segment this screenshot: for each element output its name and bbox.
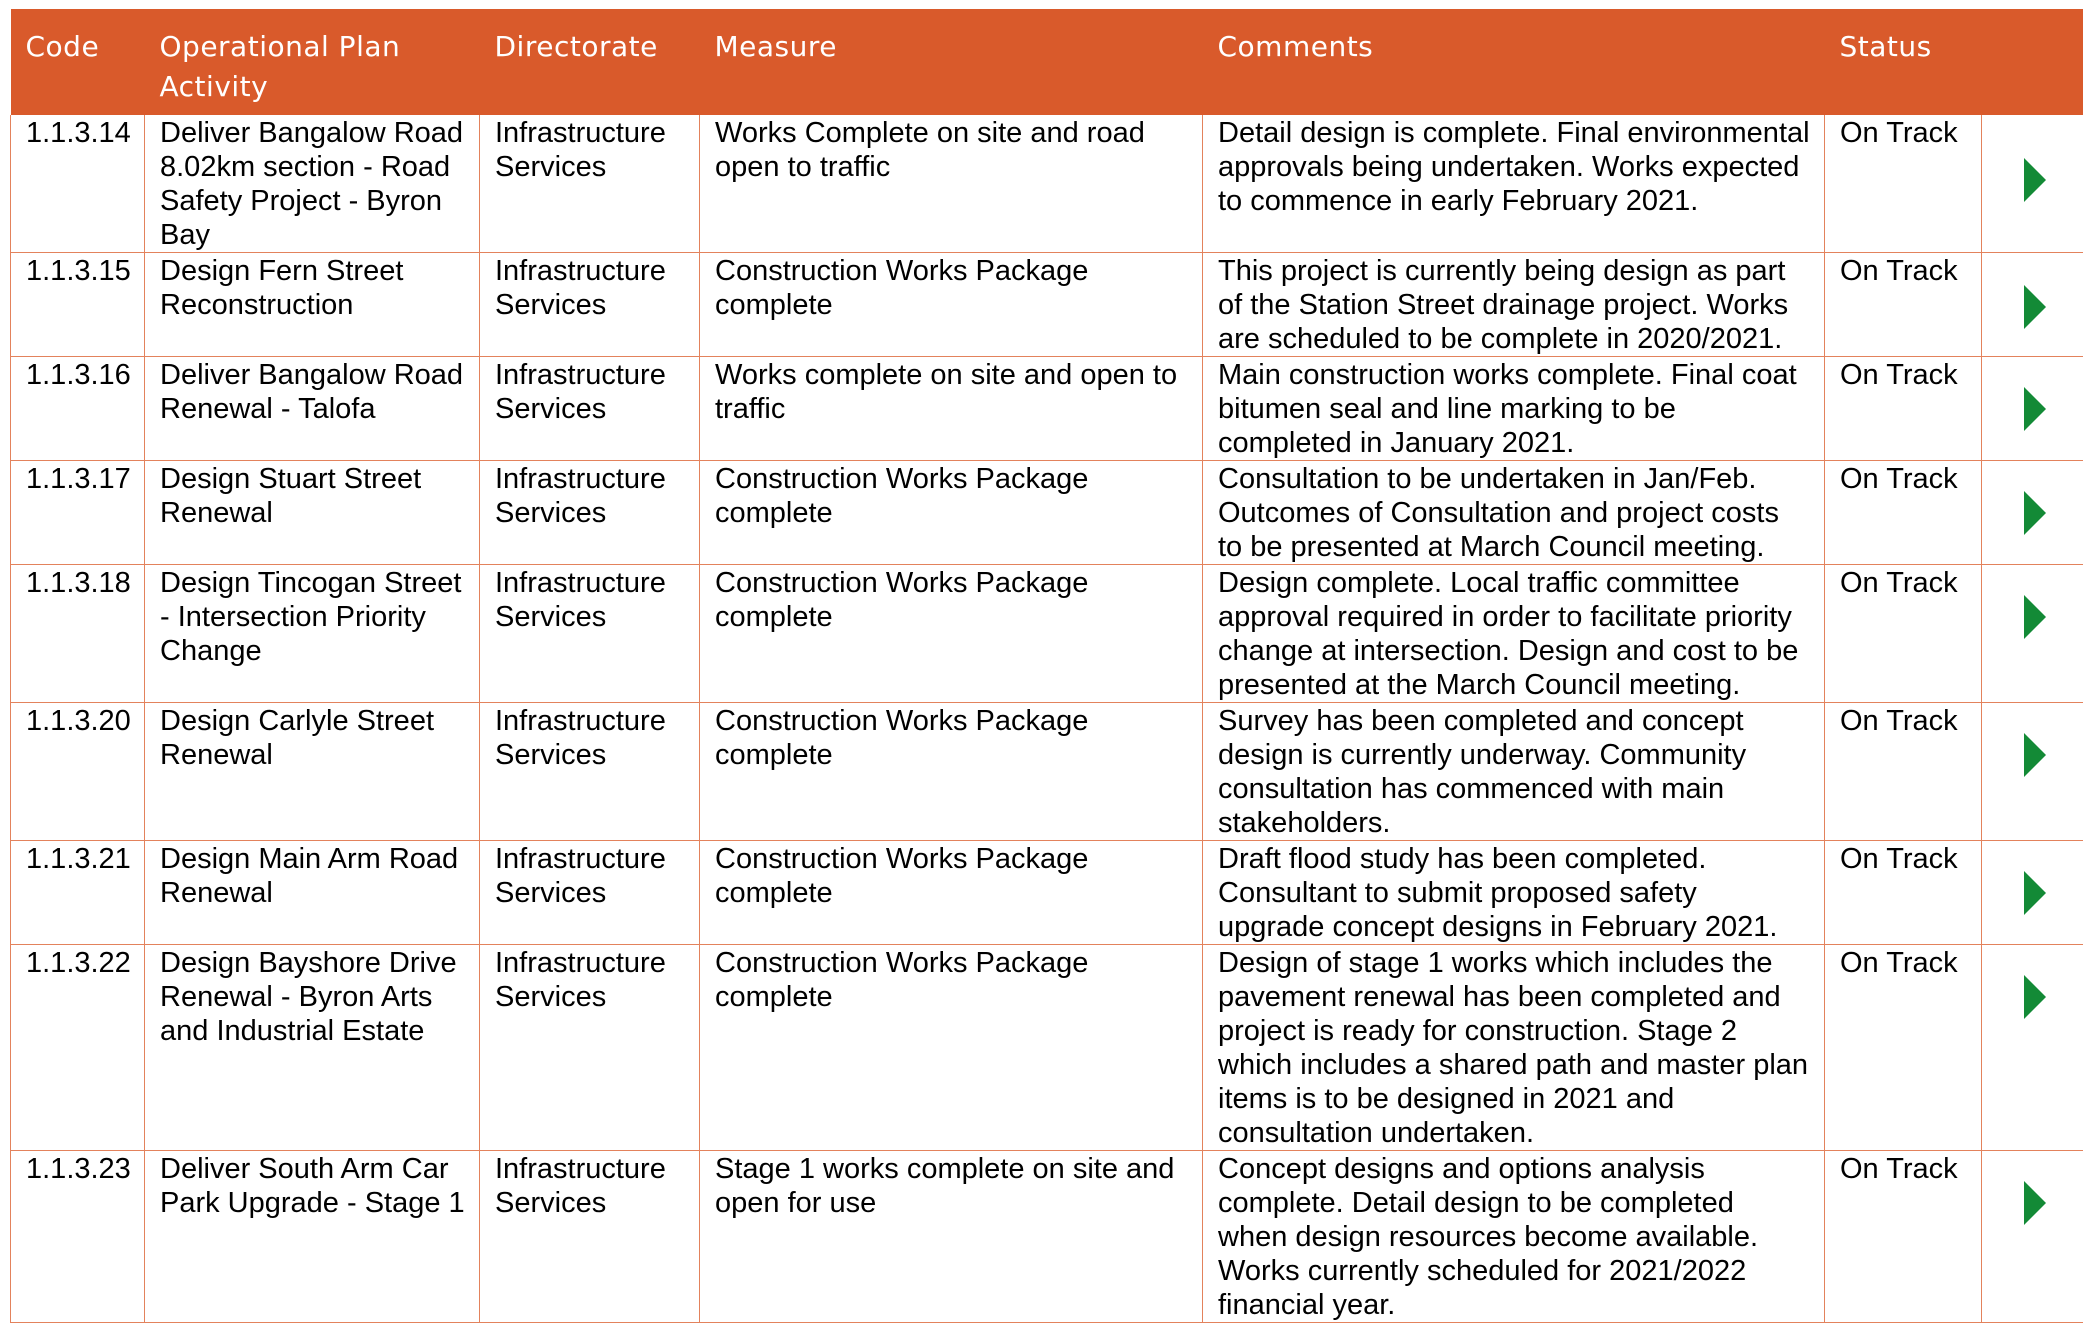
table-row [11,1151,2083,1323]
cell-status: On Track [1825,357,1982,461]
cell-code: 1.1.3.23 [11,1151,145,1323]
cell-status: On Track [1825,841,1982,945]
column-header-activity: Operational Plan Activity [145,9,480,115]
cell-measure: Works complete on site and open to traffic [700,357,1203,461]
cell-comments: Main construction works complete. Final coat bitumen seal and line marking to be completed in January 2021. [1203,357,1825,461]
cell-code: 1.1.3.21 [11,841,145,945]
cell-activity: Design Carlyle Street Renewal [145,703,480,841]
green-right-arrow-icon [2024,733,2046,777]
cell-status: On Track [1825,461,1982,565]
green-right-arrow-icon [2024,1181,2046,1225]
cell-comments: Concept designs and options analysis complete. Detail design to be completed when design resources become available. Works currently scheduled for 2021/2022 financial year. [1203,1151,1825,1323]
cell-measure: Construction Works Package complete [700,565,1203,703]
cell-activity: Deliver Bangalow Road Renewal - Talofa [145,357,480,461]
cell-code: 1.1.3.17 [11,461,145,565]
table-row [11,461,2083,565]
cell-code: 1.1.3.14 [11,115,145,253]
column-header-comments: Comments [1203,9,1825,115]
cell-directorate: Infrastructure Services [480,703,700,841]
table-row [11,841,2083,945]
cell-status: On Track [1825,1151,1982,1323]
cell-comments: Design complete. Local traffic committee approval required in order to facilitate priority change at intersection. Design and cost to be presented at the March Council meeting. [1203,565,1825,703]
cell-indicator [1982,357,2083,461]
cell-directorate: Infrastructure Services [480,357,700,461]
cell-indicator [1982,841,2083,945]
green-right-arrow-icon [2024,387,2046,431]
cell-measure: Construction Works Package complete [700,703,1203,841]
table-row [11,253,2083,357]
cell-measure: Construction Works Package complete [700,253,1203,357]
cell-indicator [1982,461,2083,565]
green-right-arrow-icon [2024,871,2046,915]
cell-activity: Design Main Arm Road Renewal [145,841,480,945]
table-row [11,945,2083,1151]
cell-comments: Design of stage 1 works which includes the pavement renewal has been completed and project is ready for construction. Stage 2 which includes a shared path and master plan items is to be designed in 2021 and consultation undertaken. [1203,945,1825,1151]
cell-directorate: Infrastructure Services [480,565,700,703]
cell-code: 1.1.3.15 [11,253,145,357]
cell-activity: Deliver Bangalow Road 8.02km section - Road Safety Project - Byron Bay [145,115,480,253]
cell-activity: Design Fern Street Reconstruction [145,253,480,357]
cell-code: 1.1.3.22 [11,945,145,1151]
green-right-arrow-icon [2024,595,2046,639]
column-header-status: Status [1825,9,1982,115]
cell-indicator [1982,1151,2083,1323]
cell-status: On Track [1825,703,1982,841]
cell-directorate: Infrastructure Services [480,461,700,565]
cell-indicator [1982,253,2083,357]
cell-comments: Survey has been completed and concept design is currently underway. Community consultation has commenced with main stakeholders. [1203,703,1825,841]
cell-measure: Construction Works Package complete [700,945,1203,1151]
operational-plan-table [10,9,2083,1323]
cell-status: On Track [1825,565,1982,703]
cell-activity: Design Bayshore Drive Renewal - Byron Arts and Industrial Estate [145,945,480,1151]
table-row [11,565,2083,703]
green-right-arrow-icon [2024,491,2046,535]
cell-activity: Design Tincogan Street - Intersection Priority Change [145,565,480,703]
green-right-arrow-icon [2024,975,2046,1019]
table-row [11,115,2083,253]
cell-directorate: Infrastructure Services [480,1151,700,1323]
green-right-arrow-icon [2024,158,2046,202]
column-header-indicator [1982,9,2083,115]
column-header-directorate: Directorate [480,9,700,115]
cell-measure: Stage 1 works complete on site and open for use [700,1151,1203,1323]
cell-comments: Draft flood study has been completed. Consultant to submit proposed safety upgrade concept designs in February 2021. [1203,841,1825,945]
cell-indicator [1982,115,2083,253]
cell-comments: Detail design is complete. Final environmental approvals being undertaken. Works expected to commence in early February 2021. [1203,115,1825,253]
column-header-measure: Measure [700,9,1203,115]
cell-measure: Construction Works Package complete [700,461,1203,565]
cell-status: On Track [1825,115,1982,253]
cell-measure: Works Complete on site and road open to traffic [700,115,1203,253]
column-header-code: Code [11,9,145,115]
cell-code: 1.1.3.18 [11,565,145,703]
green-right-arrow-icon [2024,285,2046,329]
cell-status: On Track [1825,945,1982,1151]
cell-indicator [1982,945,2083,1151]
table-row [11,357,2083,461]
table-row [11,703,2083,841]
cell-indicator [1982,703,2083,841]
cell-directorate: Infrastructure Services [480,945,700,1151]
cell-comments: Consultation to be undertaken in Jan/Feb. Outcomes of Consultation and project costs to be presented at March Council meeting. [1203,461,1825,565]
cell-indicator [1982,565,2083,703]
cell-code: 1.1.3.20 [11,703,145,841]
cell-directorate: Infrastructure Services [480,115,700,253]
cell-activity: Deliver South Arm Car Park Upgrade - Stage 1 [145,1151,480,1323]
cell-directorate: Infrastructure Services [480,841,700,945]
cell-status: On Track [1825,253,1982,357]
cell-directorate: Infrastructure Services [480,253,700,357]
cell-code: 1.1.3.16 [11,357,145,461]
header-row [11,9,2083,115]
cell-measure: Construction Works Package complete [700,841,1203,945]
cell-activity: Design Stuart Street Renewal [145,461,480,565]
cell-comments: This project is currently being design as part of the Station Street drainage project. Works are scheduled to be complete in 2020/2021. [1203,253,1825,357]
